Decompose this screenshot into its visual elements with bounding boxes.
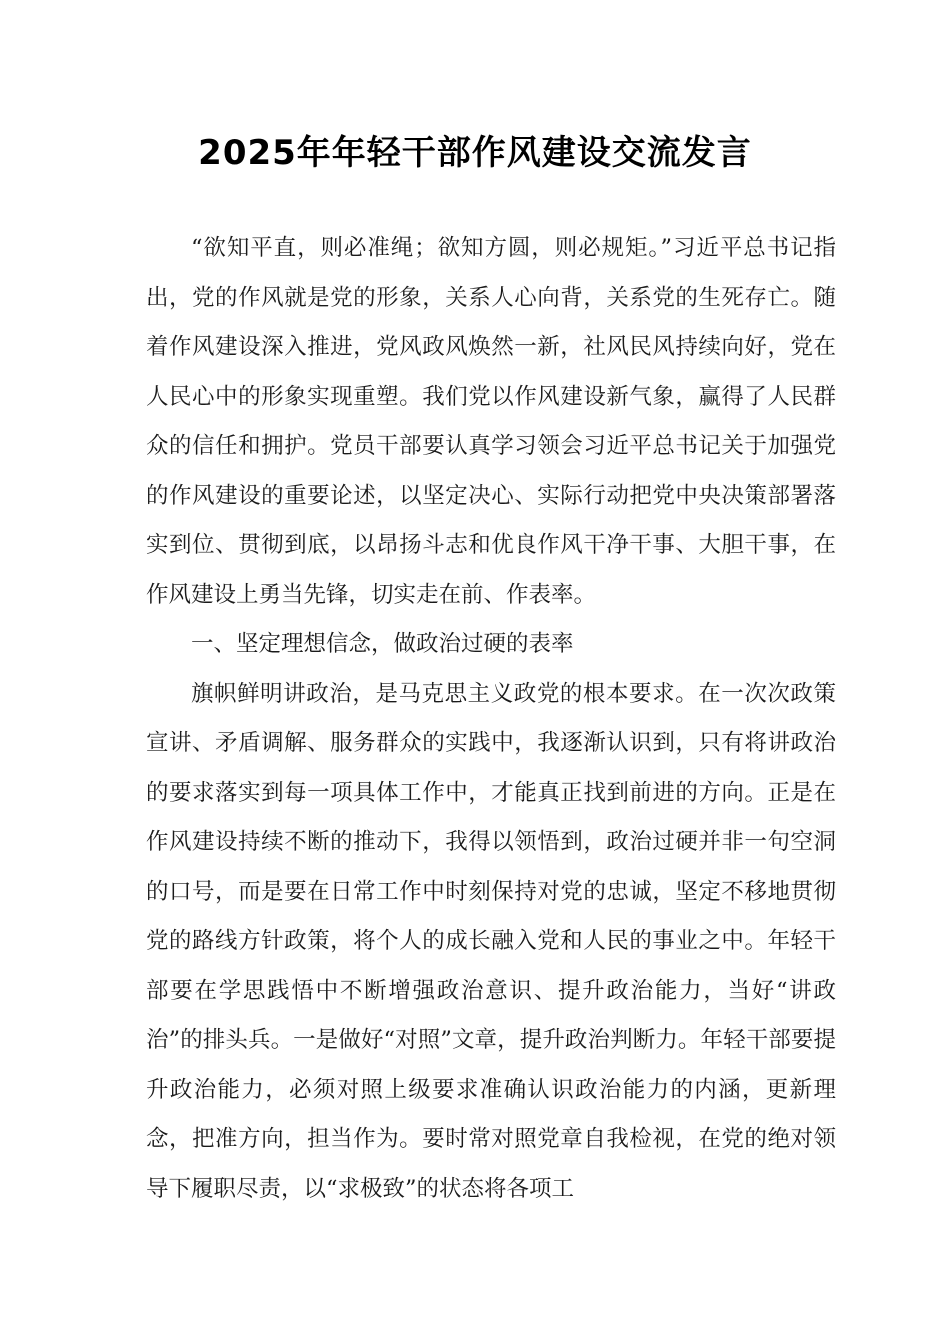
section-heading-1: 一、坚定理想信念，做政治过硬的表率 xyxy=(191,631,574,657)
paragraph-intro: “欲知平直，则必准绳；欲知方圆，则必规矩。”习近平总书记指出，党的作风就是党的形象，关系人心向背，关系党的生死存亡。随着作风建设深入推进，党风政风焕然一新，社风民风持续向好，党在人民心中的形象实现重塑。我们党以作风建设新气象，赢得了人民群众的信任和拥护。党员干部要认真学习领会习近平总书记关于加强党的作风建设的重要论述，以坚定决心、实际行动把党中央决策部署落实到位、贯彻到底，以昂扬斗志和优良作风干净干事、大胆干事，在作风建设上勇当先锋，切实走在前、作表率。 xyxy=(146,235,836,608)
paragraph-section-1: 旗帜鲜明讲政治，是马克思主义政党的根本要求。在一次次政策宣讲、矛盾调解、服务群众的实践中，我逐渐认识到，只有将讲政治的要求落实到每一项具体工作中，才能真正找到前进的方向。正是在作风建设持续不断的推动下，我得以领悟到，政治过硬并非一句空洞的口号，而是要在日常工作中时刻保持对党的忠诚，坚定不移地贯彻党的路线方针政策，将个人的成长融入党和人民的事业之中。年轻干部要在学思践悟中不断增强政治意识、提升政治能力，当好“讲政治”的排头兵。一是做好“对照”文章，提升政治判断力。年轻干部要提升政治能力，必须对照上级要求准确认识政治能力的内涵，更新理念，把准方向，担当作为。要时常对照党章自我检视，在党的绝对领导下履职尽责，以“求极致”的状态将各项工 xyxy=(146,680,836,1202)
document-title: 2025年年轻干部作风建设交流发言 xyxy=(198,133,752,173)
document-body xyxy=(146,224,836,1214)
